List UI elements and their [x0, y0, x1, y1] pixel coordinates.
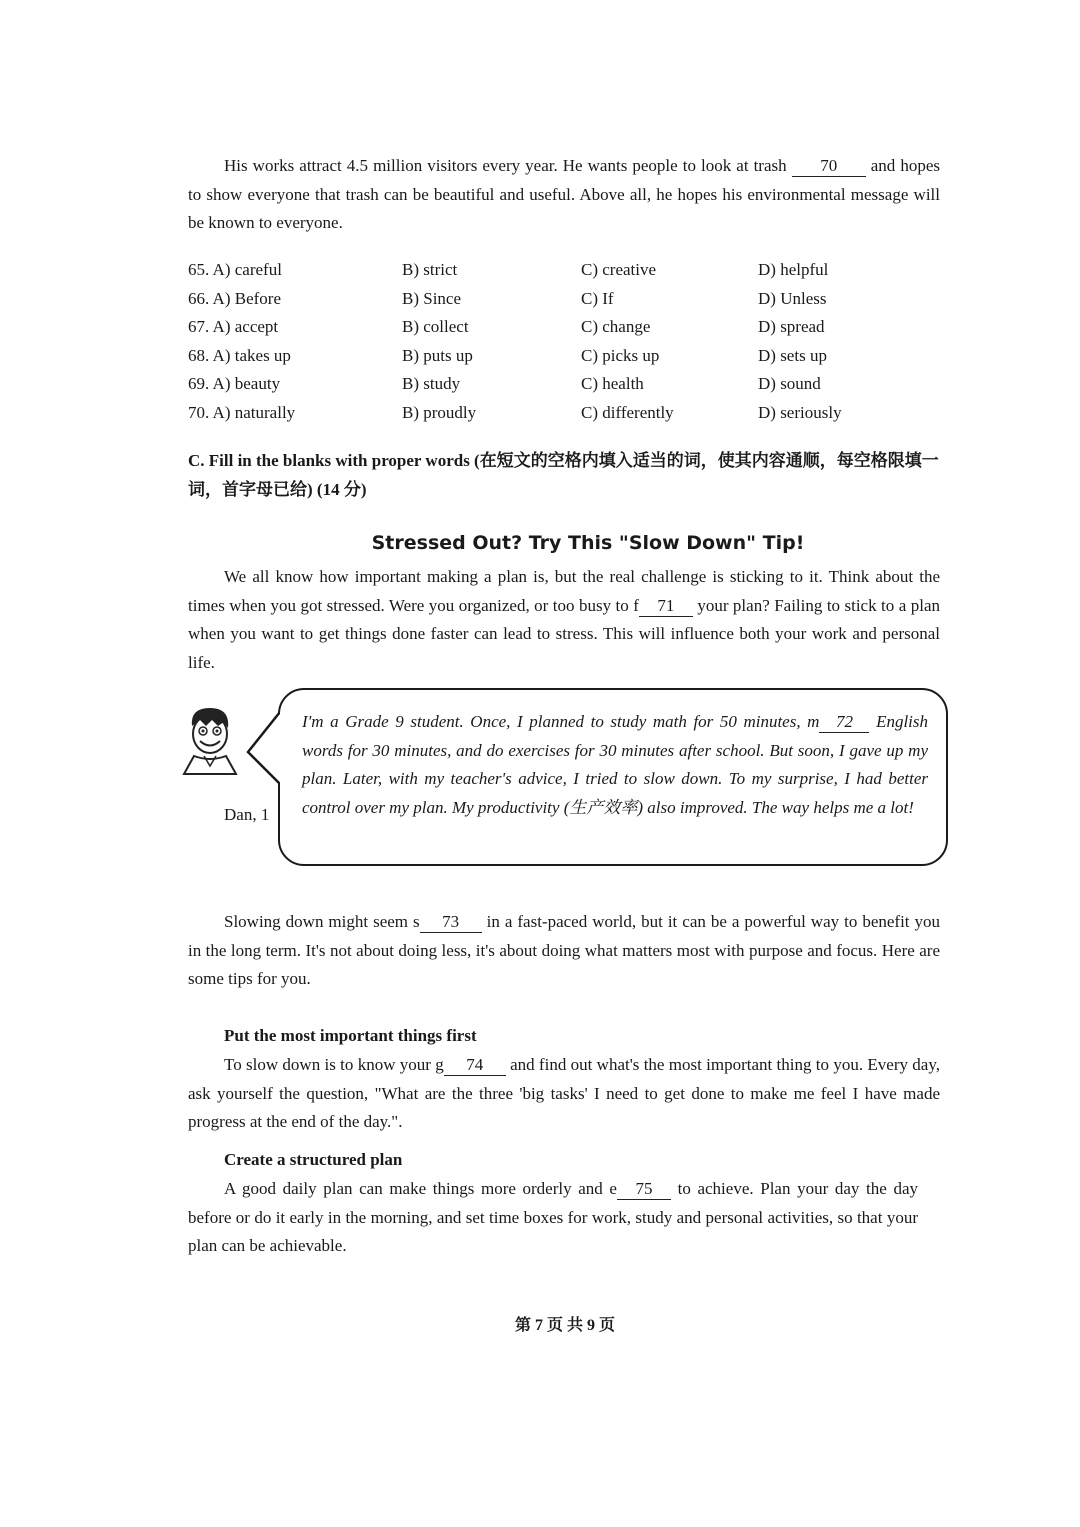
option-c: C) creative	[581, 260, 657, 279]
article-title: Stressed Out? Try This "Slow Down" Tip!	[371, 532, 805, 554]
option-d: D) Unless	[758, 288, 827, 308]
option-d: D) sets up	[758, 345, 827, 365]
student-cartoon-icon	[178, 702, 242, 778]
option-c: C) differently	[581, 402, 674, 422]
option-row-69	[188, 374, 948, 403]
option-a: 69. A) beauty	[188, 374, 281, 394]
option-a: 66. A) Before	[188, 288, 282, 308]
text-segment: English words for 30 minutes, and do exercises for 30 minutes after school. But soon, I gave up my plan. Later, with my teacher's advice, I tried to slow down. To my surprise, I had better control over my plan. My productivity (生产效率) also improved. The way helps me a lot!	[302, 712, 929, 817]
multiple-choice-options	[188, 260, 948, 432]
passage-b-ending	[188, 152, 940, 238]
option-c: C) change	[581, 317, 651, 337]
subheading-priorities: Put the most important things first	[224, 1026, 477, 1045]
option-row-65	[188, 260, 948, 289]
text-segment: your plan? Failing to stick to a plan when you want to get things done faster can lead to stress. This will influence both your work and personal life.	[188, 595, 940, 672]
option-a: 67. A) accept	[188, 317, 279, 337]
paragraph-2	[188, 908, 940, 994]
option-c: C) picks up	[581, 345, 660, 365]
option-b: B) strict	[402, 260, 458, 279]
text-segment: We all know how important making a plan is, but the real challenge is sticking to it. Think about the times when you got stressed. Were you organized, or too busy to f	[188, 567, 940, 615]
option-d: D) seriously	[758, 402, 842, 422]
blank-74: 74	[444, 1055, 506, 1076]
text-segment: to achieve. Plan your day the day before or do it early in the morning, and set time boxes for work, study and personal activities, so that your plan can be achievable.	[188, 1179, 919, 1255]
speech-bubble-text	[302, 708, 928, 822]
option-a: 68. A) takes up	[188, 345, 291, 365]
blank-71: 71	[639, 596, 693, 617]
option-b: B) study	[402, 374, 461, 394]
text-segment: and find out what's the most important thing to you. Every day, ask yourself the question, "What are the three 'big tasks' I need to get done to make me feel I have made progress at the end of the day.".	[188, 1055, 940, 1131]
text-segment: in a fast-paced world, but it can be a powerful way to benefit you in the long term. It's not about doing less, it's about doing what matters most with purpose and focus. Here are some tips for you.	[188, 912, 941, 988]
option-a: 65. A) careful	[188, 260, 282, 279]
paragraph-4	[188, 1175, 918, 1261]
option-row-68	[188, 346, 948, 375]
text-segment: To slow down is to know your g	[224, 1055, 444, 1074]
text-segment: I'm a Grade 9 student. Once, I planned to study math for 50 minutes, m	[302, 712, 820, 731]
section-c-heading: C. Fill in the blanks with proper words (在短文的空格内填入适当的词，使其内容通顺，每空格限填一词，首字母已给) (14 分)	[188, 451, 939, 499]
speech-bubble-tail	[246, 712, 286, 792]
option-row-66	[188, 289, 948, 318]
text-segment: and hopes to show everyone that trash can be beautiful and useful. Above all, he hopes his environmental message will be known to everyone.	[188, 156, 941, 232]
option-a: 70. A) naturally	[188, 402, 296, 422]
option-c: C) If	[581, 288, 614, 308]
option-c: C) health	[581, 374, 644, 394]
blank-75: 75	[617, 1179, 671, 1200]
blank-70: 70	[792, 156, 866, 177]
option-row-67	[188, 317, 948, 346]
blank-72: 72	[819, 712, 869, 733]
text-segment: His works attract 4.5 million visitors every year. He wants people to look at trash	[224, 156, 787, 175]
option-b: B) puts up	[402, 345, 473, 365]
option-row-70	[188, 403, 948, 432]
option-d: D) spread	[758, 317, 825, 337]
option-b: B) Since	[402, 288, 462, 308]
subheading-structured-plan: Create a structured plan	[224, 1150, 403, 1169]
page-number-footer: 第 7 页 共 9 页	[514, 1317, 615, 1334]
speaker-caption: Dan, 1	[224, 805, 270, 824]
paragraph-1	[188, 563, 940, 677]
option-d: D) sound	[758, 374, 821, 394]
option-d: D) helpful	[758, 260, 829, 279]
text-segment: Slowing down might seem s	[224, 912, 420, 931]
paragraph-3	[188, 1051, 940, 1137]
option-b: B) collect	[402, 317, 469, 337]
option-b: B) proudly	[402, 402, 477, 422]
text-segment: A good daily plan can make things more orderly and e	[224, 1179, 617, 1198]
blank-73: 73	[420, 912, 482, 933]
